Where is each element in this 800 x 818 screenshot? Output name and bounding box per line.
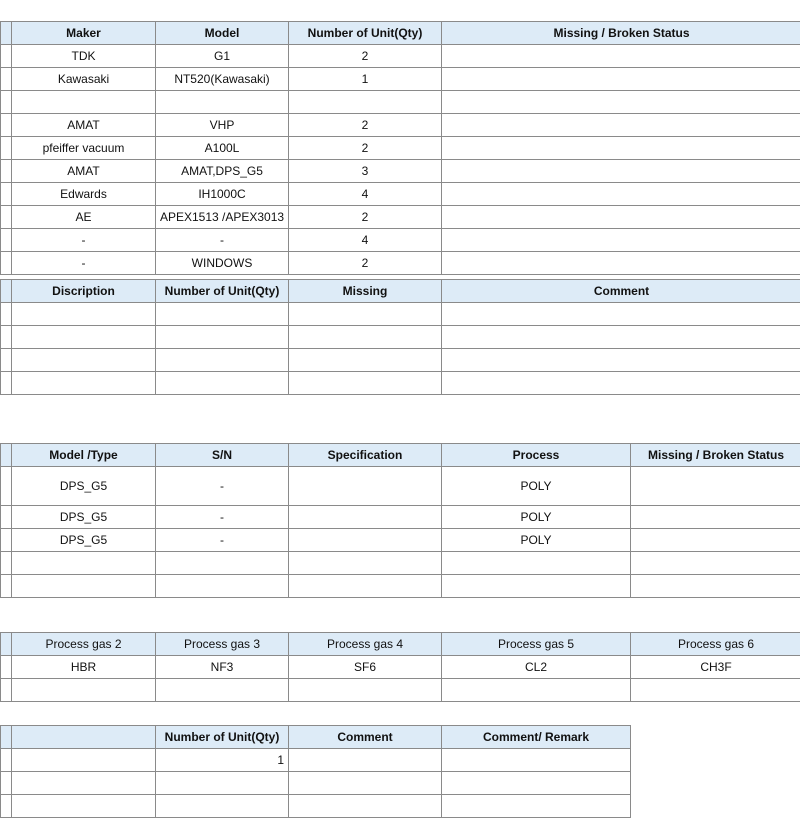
cell[interactable] (442, 45, 800, 68)
cell[interactable] (1, 68, 12, 91)
cell[interactable]: - (156, 506, 289, 529)
cell[interactable] (442, 303, 800, 326)
table-row (1, 772, 631, 795)
cell[interactable]: - (12, 252, 156, 275)
table-row (1, 575, 800, 598)
cell[interactable] (1, 206, 12, 229)
header-cell[interactable]: Number of Unit(Qty) (156, 726, 289, 749)
cell[interactable] (289, 795, 442, 818)
cell[interactable] (12, 326, 156, 349)
cell[interactable] (289, 349, 442, 372)
table-row (1, 137, 800, 160)
cell[interactable] (289, 467, 442, 506)
cell[interactable] (12, 575, 156, 598)
table-row (1, 349, 800, 372)
table-row (1, 467, 800, 506)
cell[interactable]: 2 (289, 137, 442, 160)
cell[interactable] (442, 749, 631, 772)
cell[interactable] (289, 749, 442, 772)
cell[interactable] (12, 372, 156, 395)
cell[interactable] (1, 772, 12, 795)
cell[interactable]: A100L (156, 137, 289, 160)
cell[interactable] (156, 679, 289, 702)
cell[interactable]: SF6 (289, 656, 442, 679)
header-cell[interactable]: Model /Type (12, 444, 156, 467)
cell[interactable] (289, 772, 442, 795)
cell[interactable]: - (156, 529, 289, 552)
cell[interactable] (289, 91, 442, 114)
cell[interactable] (1, 91, 12, 114)
cell[interactable]: AMAT,DPS_G5 (156, 160, 289, 183)
cell[interactable]: WINDOWS (156, 252, 289, 275)
cell[interactable] (631, 467, 800, 506)
cell[interactable] (1, 252, 12, 275)
table-row (1, 183, 800, 206)
cell[interactable]: - (12, 229, 156, 252)
cell[interactable] (289, 372, 442, 395)
equipment-table (0, 21, 800, 275)
cell[interactable]: 4 (289, 183, 442, 206)
cell[interactable] (442, 68, 800, 91)
cell[interactable] (156, 575, 289, 598)
header-cell[interactable]: Model (156, 22, 289, 45)
cell[interactable] (442, 91, 800, 114)
table-row (1, 372, 800, 395)
header-cell[interactable]: Specification (289, 444, 442, 467)
table-row (1, 229, 800, 252)
header-cell[interactable]: Process gas 2 (12, 633, 156, 656)
cell[interactable]: 4 (289, 229, 442, 252)
header-cell[interactable] (1, 280, 12, 303)
cell[interactable] (289, 303, 442, 326)
cell[interactable] (442, 349, 800, 372)
cell[interactable] (1, 114, 12, 137)
cell[interactable] (1, 529, 12, 552)
header-cell[interactable]: Missing / Broken Status (442, 22, 800, 45)
cell[interactable] (12, 795, 156, 818)
cell[interactable] (1, 749, 12, 772)
table-row (1, 656, 800, 679)
cell[interactable] (442, 795, 631, 818)
cell[interactable] (156, 326, 289, 349)
cell[interactable] (631, 679, 800, 702)
table-row (1, 529, 800, 552)
cell[interactable] (442, 372, 800, 395)
header-cell[interactable]: Comment (442, 280, 800, 303)
table-row (1, 68, 800, 91)
cell[interactable]: Edwards (12, 183, 156, 206)
cell[interactable]: 2 (289, 45, 442, 68)
cell[interactable] (442, 575, 631, 598)
header-cell[interactable] (1, 22, 12, 45)
cell[interactable] (442, 772, 631, 795)
cell[interactable] (289, 506, 442, 529)
cell[interactable] (442, 552, 631, 575)
cell[interactable] (156, 372, 289, 395)
table-row (1, 160, 800, 183)
cell[interactable] (12, 552, 156, 575)
cell[interactable]: G1 (156, 45, 289, 68)
header-cell[interactable]: Process gas 5 (442, 633, 631, 656)
table-row (1, 679, 800, 702)
cell[interactable] (1, 229, 12, 252)
table-row (1, 326, 800, 349)
header-cell[interactable]: Comment (289, 726, 442, 749)
header-cell[interactable]: Process gas 3 (156, 633, 289, 656)
cell[interactable] (1, 45, 12, 68)
cell[interactable]: VHP (156, 114, 289, 137)
cell[interactable] (1, 467, 12, 506)
header-cell[interactable] (1, 726, 12, 749)
equipment-header-row (1, 22, 800, 45)
cell[interactable] (12, 679, 156, 702)
cell[interactable]: AE (12, 206, 156, 229)
table-row (1, 795, 631, 818)
table-row (1, 506, 800, 529)
table-row (1, 303, 800, 326)
cell[interactable] (1, 137, 12, 160)
cell[interactable] (289, 552, 442, 575)
cell[interactable] (156, 303, 289, 326)
header-cell[interactable]: Missing / Broken Status (631, 444, 800, 467)
cell[interactable] (156, 772, 289, 795)
cell[interactable]: 2 (289, 206, 442, 229)
header-cell[interactable]: Number of Unit(Qty) (156, 280, 289, 303)
process-gas-header-row (1, 633, 800, 656)
cell[interactable] (289, 679, 442, 702)
cell[interactable] (156, 91, 289, 114)
cell[interactable] (12, 303, 156, 326)
table-row (1, 45, 800, 68)
cell[interactable] (442, 326, 800, 349)
cell[interactable] (442, 160, 800, 183)
table-row (1, 206, 800, 229)
cell[interactable]: DPS_G5 (12, 467, 156, 506)
header-cell[interactable]: Comment/ Remark (442, 726, 631, 749)
cell[interactable] (442, 137, 800, 160)
cell[interactable]: - (156, 229, 289, 252)
cell[interactable] (156, 349, 289, 372)
cell[interactable] (1, 575, 12, 598)
cell[interactable]: 2 (289, 114, 442, 137)
header-cell[interactable] (1, 444, 12, 467)
header-cell[interactable]: Process gas 6 (631, 633, 800, 656)
cell[interactable] (442, 114, 800, 137)
chambers-table (0, 443, 800, 598)
cell[interactable]: HBR (12, 656, 156, 679)
header-cell[interactable]: Discription (12, 280, 156, 303)
cell[interactable] (1, 679, 12, 702)
cell[interactable]: CL2 (442, 656, 631, 679)
cell[interactable]: POLY (442, 529, 631, 552)
header-cell[interactable]: Missing (289, 280, 442, 303)
cell[interactable]: 1 (156, 749, 289, 772)
cell[interactable] (1, 552, 12, 575)
header-cell[interactable] (1, 633, 12, 656)
table-row (1, 114, 800, 137)
cell[interactable] (289, 326, 442, 349)
cell[interactable] (1, 160, 12, 183)
cell[interactable]: POLY (442, 467, 631, 506)
cell[interactable]: AMAT (12, 114, 156, 137)
table-row (1, 552, 800, 575)
header-cell[interactable]: Process (442, 444, 631, 467)
cell[interactable] (1, 372, 12, 395)
header-cell[interactable] (12, 726, 156, 749)
cell[interactable] (442, 206, 800, 229)
cell[interactable]: IH1000C (156, 183, 289, 206)
cell[interactable] (1, 506, 12, 529)
cell[interactable] (631, 552, 800, 575)
parts-header-row (1, 280, 800, 303)
header-cell[interactable]: Number of Unit(Qty) (289, 22, 442, 45)
cell[interactable]: NT520(Kawasaki) (156, 68, 289, 91)
cell[interactable]: 1 (289, 68, 442, 91)
table-row (1, 252, 800, 275)
cell[interactable] (1, 795, 12, 818)
cell[interactable] (442, 679, 631, 702)
cell[interactable] (1, 656, 12, 679)
cell[interactable] (442, 229, 800, 252)
cell[interactable] (1, 303, 12, 326)
cell[interactable]: NF3 (156, 656, 289, 679)
cell[interactable] (289, 575, 442, 598)
cell[interactable] (156, 795, 289, 818)
parts-table (0, 279, 800, 395)
cell[interactable]: - (156, 467, 289, 506)
cell[interactable]: Kawasaki (12, 68, 156, 91)
process-gas-table (0, 632, 800, 702)
accessories-table (0, 725, 631, 818)
cell[interactable] (1, 183, 12, 206)
cell[interactable] (442, 252, 800, 275)
cell[interactable]: POLY (442, 506, 631, 529)
cell[interactable]: pfeiffer vacuum (12, 137, 156, 160)
cell[interactable] (12, 749, 156, 772)
cell[interactable] (631, 506, 800, 529)
header-cell[interactable]: Maker (12, 22, 156, 45)
cell[interactable]: 3 (289, 160, 442, 183)
cell[interactable]: DPS_G5 (12, 506, 156, 529)
table-row (1, 91, 800, 114)
header-cell[interactable]: S/N (156, 444, 289, 467)
cell[interactable]: AMAT (12, 160, 156, 183)
cell[interactable] (631, 529, 800, 552)
cell[interactable]: DPS_G5 (12, 529, 156, 552)
cell[interactable] (1, 349, 12, 372)
cell[interactable] (1, 326, 12, 349)
cell[interactable]: CH3F (631, 656, 800, 679)
cell[interactable] (12, 772, 156, 795)
cell[interactable]: APEX1513 /APEX3013 (156, 206, 289, 229)
table-row (1, 749, 631, 772)
chambers-header-row (1, 444, 800, 467)
header-cell[interactable]: Process gas 4 (289, 633, 442, 656)
cell[interactable]: 2 (289, 252, 442, 275)
cell[interactable]: TDK (12, 45, 156, 68)
accessories-header-row (1, 726, 631, 749)
cell[interactable] (631, 575, 800, 598)
cell[interactable] (12, 91, 156, 114)
cell[interactable] (289, 529, 442, 552)
cell[interactable] (156, 552, 289, 575)
cell[interactable] (442, 183, 800, 206)
cell[interactable] (12, 349, 156, 372)
